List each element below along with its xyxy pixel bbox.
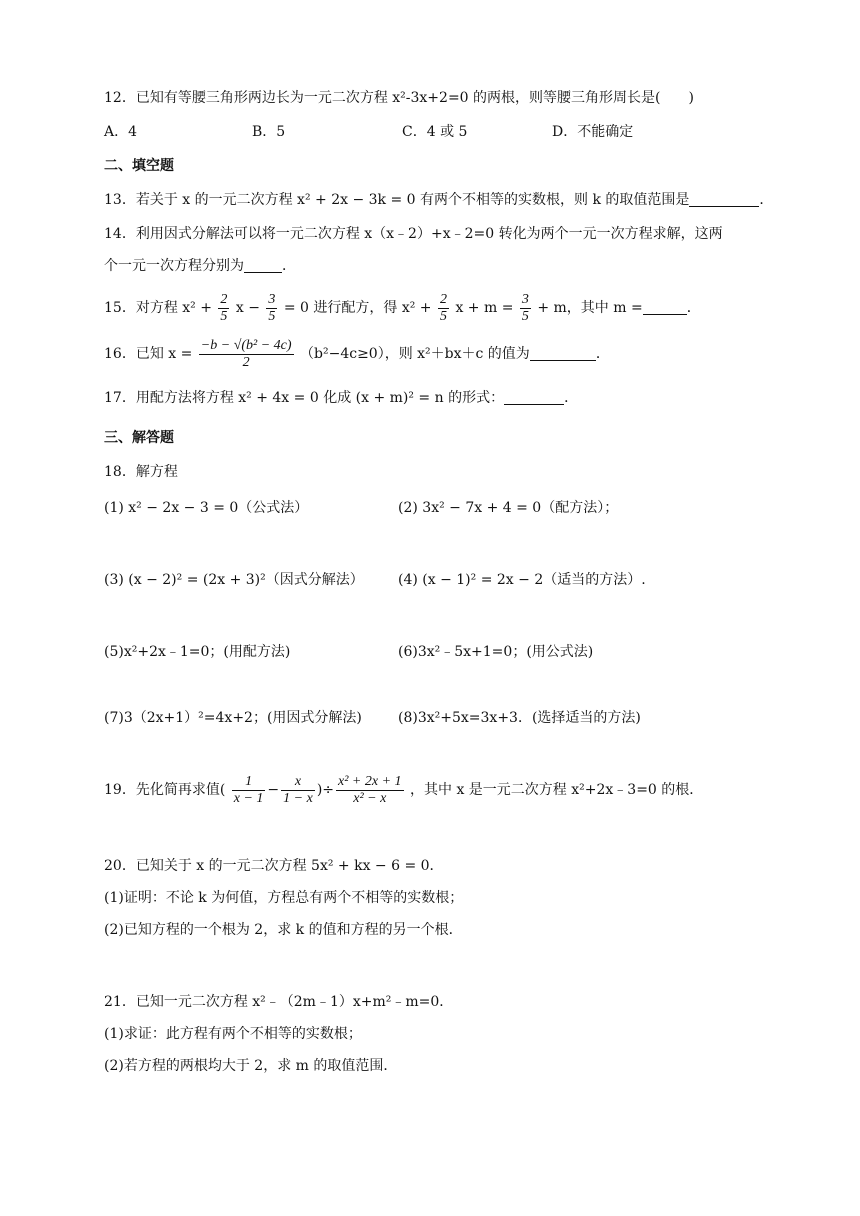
fraction-denominator: 5: [220, 308, 228, 324]
fraction-denominator: x − 1: [233, 790, 264, 806]
question-19: 19．先化简再求值( $\frac{1}{x - 1}$ − $\frac{x}{1 - x}$ )÷ $\frac{\text{x² + 2x + 1}}{\text{x² − x}}$ ，其中 x 是一元二次方程 x²+2x﹣3=0 的根．: [104, 773, 704, 806]
fraction-denominator: 5: [439, 308, 447, 324]
q15-mid2: = 0 进行配方，得 x² +: [283, 300, 432, 316]
q12-option-c: C．4 或 5: [402, 124, 468, 140]
q12-option-a: A．4: [104, 124, 138, 140]
answer-blank: [504, 390, 564, 405]
question-20-part2: (2)已知方程的一个根为 2，求 k 的值和方程的另一个根．: [104, 922, 463, 938]
question-17-text: 17．用配方法将方程 x² + 4x = 0 化成 (x + m)² = n 的形式：: [104, 390, 505, 406]
q18-item-8: (8)3x²+5x=3x+3．(选择适当的方法): [398, 710, 641, 726]
fraction-denominator: 5: [521, 308, 529, 324]
fraction: [281, 774, 315, 807]
fraction-numerator: 1: [232, 774, 266, 791]
section-solve-heading: 三、解答题: [104, 430, 174, 446]
question-21-part1: (1)求证：此方程有两个不相等的实数根；: [104, 1026, 362, 1042]
fraction: [336, 774, 404, 807]
q15-prefix: 15．对方程 x² +: [104, 300, 212, 316]
question-14-line2-wrap: 个一元一次方程分别为 ．: [104, 258, 296, 274]
q12-option-b: B．5: [252, 124, 286, 140]
question-14-line2: 个一元一次方程分别为: [104, 258, 244, 274]
fraction-denominator: 5: [268, 308, 276, 324]
q18-item-7: (7)3（2x+1）²=4x+2；(用因式分解法): [104, 710, 362, 726]
q12-option-d: D．不能确定: [552, 124, 634, 140]
q16-suffix: （b²−4c≥0），则 x²＋bx＋c 的值为: [300, 346, 530, 362]
q15-mid3: x + m =: [455, 300, 514, 316]
q15-mid4: + m，其中 m =: [537, 300, 643, 316]
fraction: [266, 292, 277, 325]
fraction-denominator: 2: [242, 354, 250, 370]
q15-mid1: x −: [235, 300, 260, 316]
question-16: 16．已知 x = $\frac{\text{−b − √(b² − 4c)}}{2}$ （b²−4c≥0），则 x²＋bx＋c 的值为 ．: [104, 337, 610, 370]
fraction: [199, 338, 294, 371]
fraction-denominator: x² − x: [353, 790, 387, 806]
fraction: [520, 292, 531, 325]
fraction-numerator: 2: [220, 291, 228, 307]
fraction-numerator: 3: [268, 291, 276, 307]
question-17: 17．用配方法将方程 x² + 4x = 0 化成 (x + m)² = n 的形式： ．: [104, 390, 579, 406]
fraction-numerator: −b − √(b² − 4c): [200, 337, 292, 353]
fraction-numerator: x: [281, 774, 315, 791]
q19-suffix: ，其中 x 是一元二次方程 x²+2x﹣3=0 的根．: [410, 782, 704, 798]
fraction-numerator: 2: [439, 291, 447, 307]
q19-prefix: 19．先化简再求值(: [104, 782, 226, 798]
fraction-numerator: 3: [521, 291, 529, 307]
q18-item-3: (3) (x − 2)² = (2x + 3)²（因式分解法）: [104, 572, 364, 588]
fraction: [438, 292, 449, 325]
q18-item-1: (1) x² − 2x − 3 = 0（公式法）: [104, 500, 309, 516]
q16-prefix: 16．已知 x =: [104, 346, 193, 362]
answer-blank: [643, 300, 687, 315]
question-20-stem: 20．已知关于 x 的一元二次方程 5x² + kx − 6 = 0．: [104, 858, 444, 874]
answer-blank: [530, 346, 596, 361]
question-13-text: 13．若关于 x 的一元二次方程 x² + 2x − 3k = 0 有两个不相等的实数根，则 k 的取值范围是: [104, 192, 690, 208]
q18-item-4: (4) (x − 1)² = 2x − 2（适当的方法）.: [398, 572, 646, 588]
answer-blank: [244, 258, 282, 273]
fraction-numerator: x² + 2x + 1: [338, 773, 402, 789]
question-13: 13．若关于 x 的一元二次方程 x² + 2x − 3k = 0 有两个不相等的实数根，则 k 的取值范围是 ．: [104, 192, 774, 208]
q18-item-2: (2) 3x² − 7x + 4 = 0（配方法）；: [398, 500, 619, 516]
answer-blank: [689, 192, 759, 207]
q18-item-6: (6)3x²﹣5x+1=0；(用公式法): [398, 644, 594, 660]
question-12-stem: 12．已知有等腰三角形两边长为一元二次方程 x²-3x+2=0 的两根，则等腰三角形周长是( ): [104, 90, 694, 106]
question-21-stem: 21．已知一元二次方程 x²﹣（2m﹣1）x+m²﹣m=0．: [104, 994, 454, 1010]
section-fill-in-heading: 二、填空题: [104, 158, 174, 174]
question-15: 15．对方程 x² + $\frac{2}{5}$ x − $\frac{3}{5}$ = 0 进行配方，得 x² + $\frac{2}{5}$ x + m = $\frac{3}{5}$ + m，其中 m = ．: [104, 291, 701, 324]
fraction-denominator: 1 − x: [283, 790, 313, 806]
question-20-part1: (1)证明：不论 k 为何值，方程总有两个不相等的实数根；: [104, 890, 464, 906]
question-14-line1: 14．利用因式分解法可以将一元二次方程 x（x﹣2）+x﹣2=0 转化为两个一元一次方程求解，这两: [104, 226, 723, 242]
question-21-part2: (2)若方程的两根均大于 2，求 m 的取值范围．: [104, 1058, 398, 1074]
question-18-title: 18．解方程: [104, 464, 178, 480]
q18-item-5: (5)x²+2x﹣1=0；(用配方法): [104, 644, 291, 660]
fraction: [232, 774, 266, 807]
fraction: [218, 292, 229, 325]
